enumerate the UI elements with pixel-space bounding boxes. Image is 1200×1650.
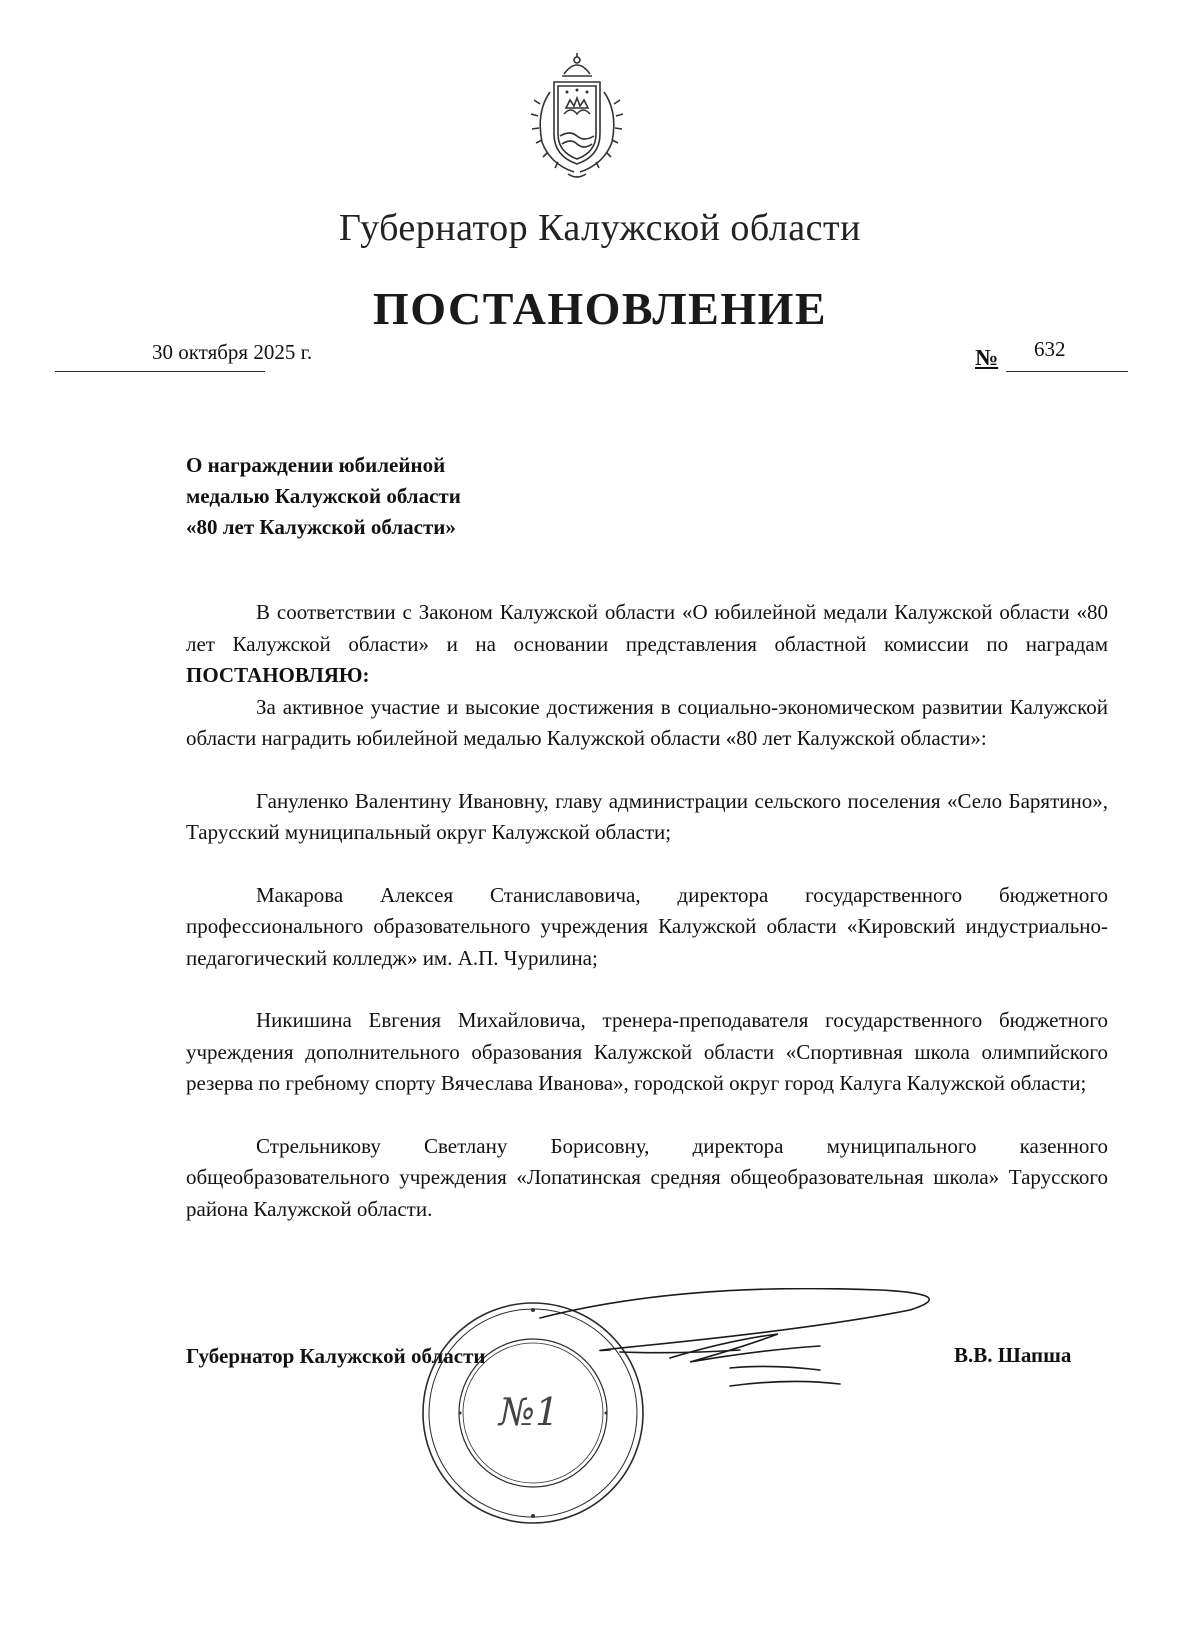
date-underline [55,371,265,372]
subject-line: «80 лет Калужской области» [186,515,456,539]
issuing-authority: Губернатор Калужской области [339,207,861,249]
document-number: 632 [1034,337,1066,361]
preamble-text: В соответствии с Законом Калужской области «О юбилейной медали Калужской области «80 лет Калужской области» и на основании представления областной комиссии по наградам [186,600,1108,656]
document-subject [186,450,546,543]
handwritten-signature-icon [520,1288,980,1398]
document-body [186,597,1108,1225]
document-date: 30 октября 2025 г. [152,340,313,364]
number-label: № [975,345,999,370]
awardee-paragraph: Макарова Алексея Станиславовича, директора государственного бюджетного профессионального образовательного учреждения Калужской области «Кировский индустриально-педагогический колледж» им. А.П. Чурилина; [186,882,1108,970]
subject-line: медалью Калужской области [186,484,461,508]
subject-line: О награждении юбилейной [186,453,446,477]
signatory-name: В.В. Шапша [954,1343,1072,1367]
awardee-paragraph: Гануленко Валентину Ивановну, главу администрации сельского поселения «Село Барятино», Тарусский муниципальный округ Калужской области; [186,788,1108,844]
number-underline [1006,371,1128,372]
signatory-position: Губернатор Калужской области [186,1344,486,1368]
award-paragraph: За активное участие и высокие достижения в социально-экономическом развитии Калужской области наградить юбилейной медалью Калужской области «80 лет Калужской области»: [186,694,1108,750]
decree-word: ПОСТАНОВЛЯЮ: [186,663,370,687]
preamble-paragraph [186,597,1108,692]
document-type-title: ПОСТАНОВЛЕНИЕ [372,283,828,334]
stamp-number: №1 [499,1390,560,1434]
coat-of-arms-icon [518,52,636,182]
awardee-paragraph: Стрельникову Светлану Борисовну, директора муниципального казенного общеобразовательного учреждения «Лопатинская средняя общеобразовательная школа» Тарусского района Калужской области. [186,1133,1108,1221]
awardee-paragraph: Никишина Евгения Михайловича, тренера-преподавателя государственного бюджетного учреждения дополнительного образования Калужской области «Спортивная школа олимпийского резерва по гребному спорту Вячеслава Иванова», городской округ город Калуга Калужской области; [186,1008,1108,1095]
